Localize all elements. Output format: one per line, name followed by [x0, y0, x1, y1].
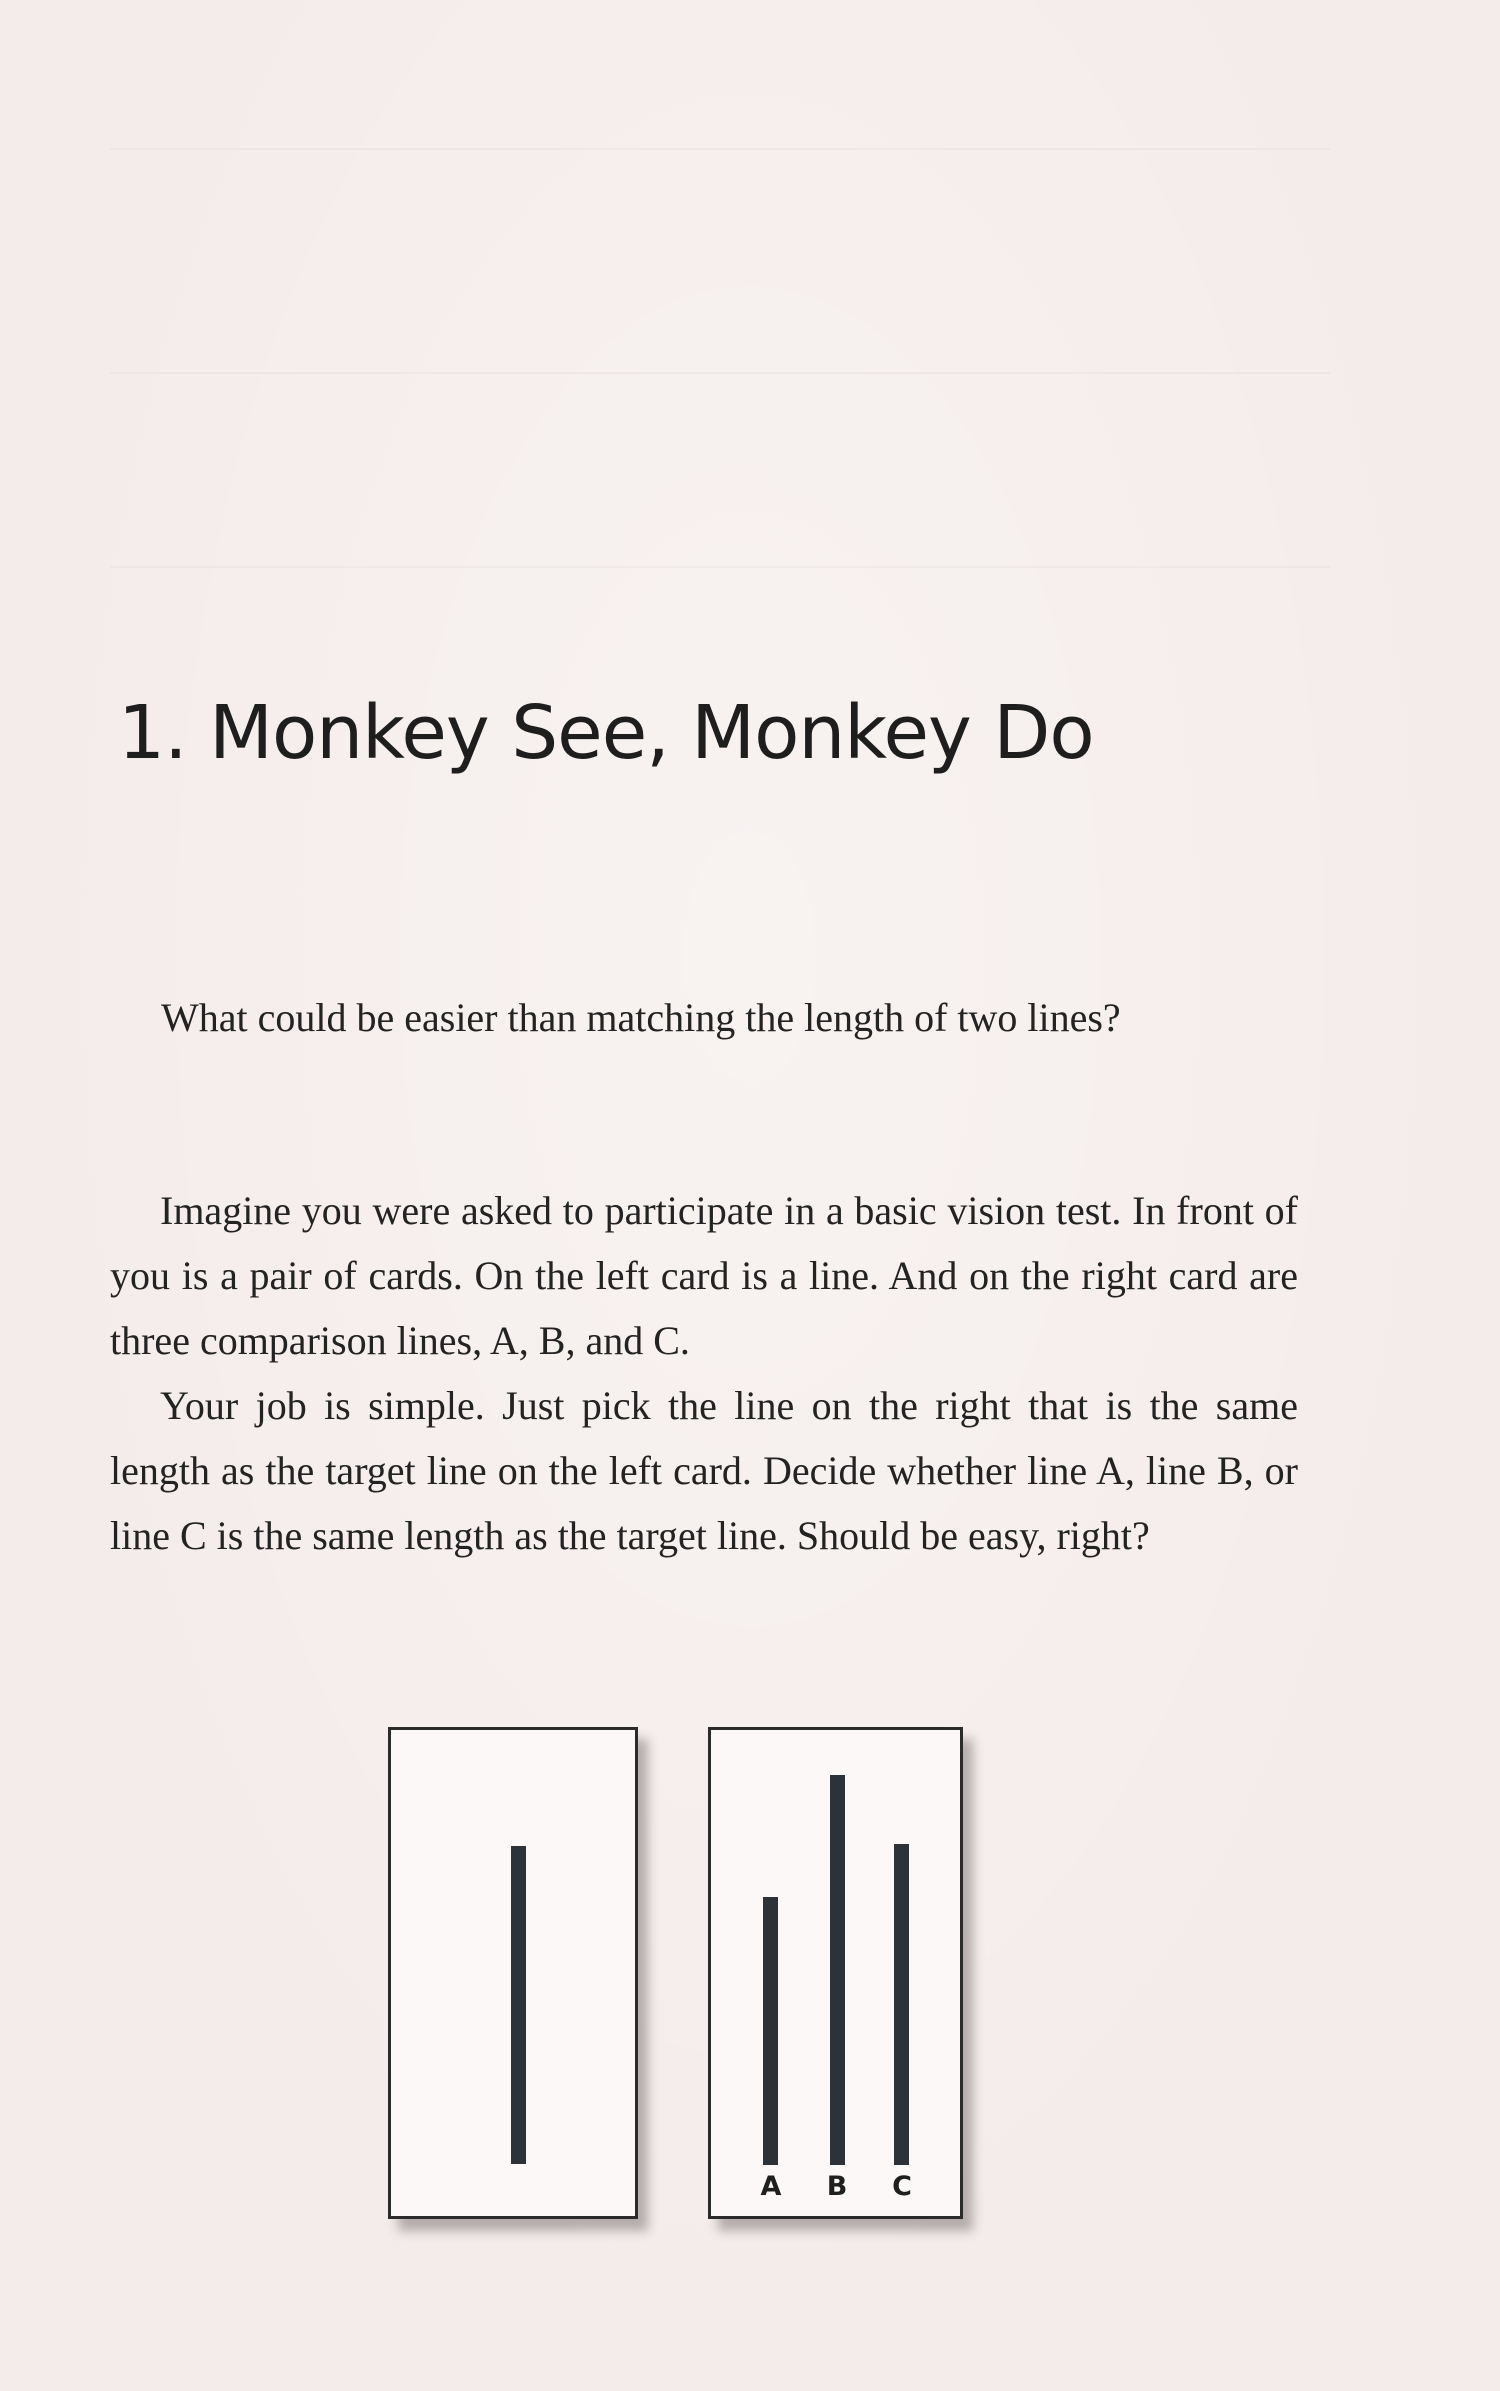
body-paragraph: Imagine you were asked to participate in a basic vision test. In front of you is a pair of cards. On the left card is a line. And on the right card are three comparison lines, A, B, and C.: [110, 1188, 1298, 1363]
label-c: C: [892, 2171, 912, 2202]
line-comparison-figure: [385, 1720, 975, 2240]
bleed-through-text: [110, 372, 1330, 374]
target-card: [388, 1727, 638, 2219]
chapter-title: 1. Monkey See, Monkey Do: [118, 690, 1094, 776]
label-a: A: [760, 2171, 782, 2202]
comparison-card: [708, 1727, 963, 2219]
target-line: [511, 1846, 526, 2164]
bleed-through-text: [110, 148, 1330, 150]
bleed-through-text: [110, 566, 1330, 568]
body-paragraph: Your job is simple. Just pick the line on the right that is the same length as the target line on the left card. Decide whether line A, line B, or line C is the same length as the target line. Should be easy, right?: [110, 1383, 1298, 1558]
intro-paragraph: What could be easier than matching the length of two lines?: [161, 995, 1121, 1040]
comparison-line-c: [894, 1844, 909, 2165]
label-b: B: [826, 2171, 848, 2202]
comparison-line-a: [763, 1897, 778, 2165]
comparison-line-b: [830, 1775, 845, 2165]
